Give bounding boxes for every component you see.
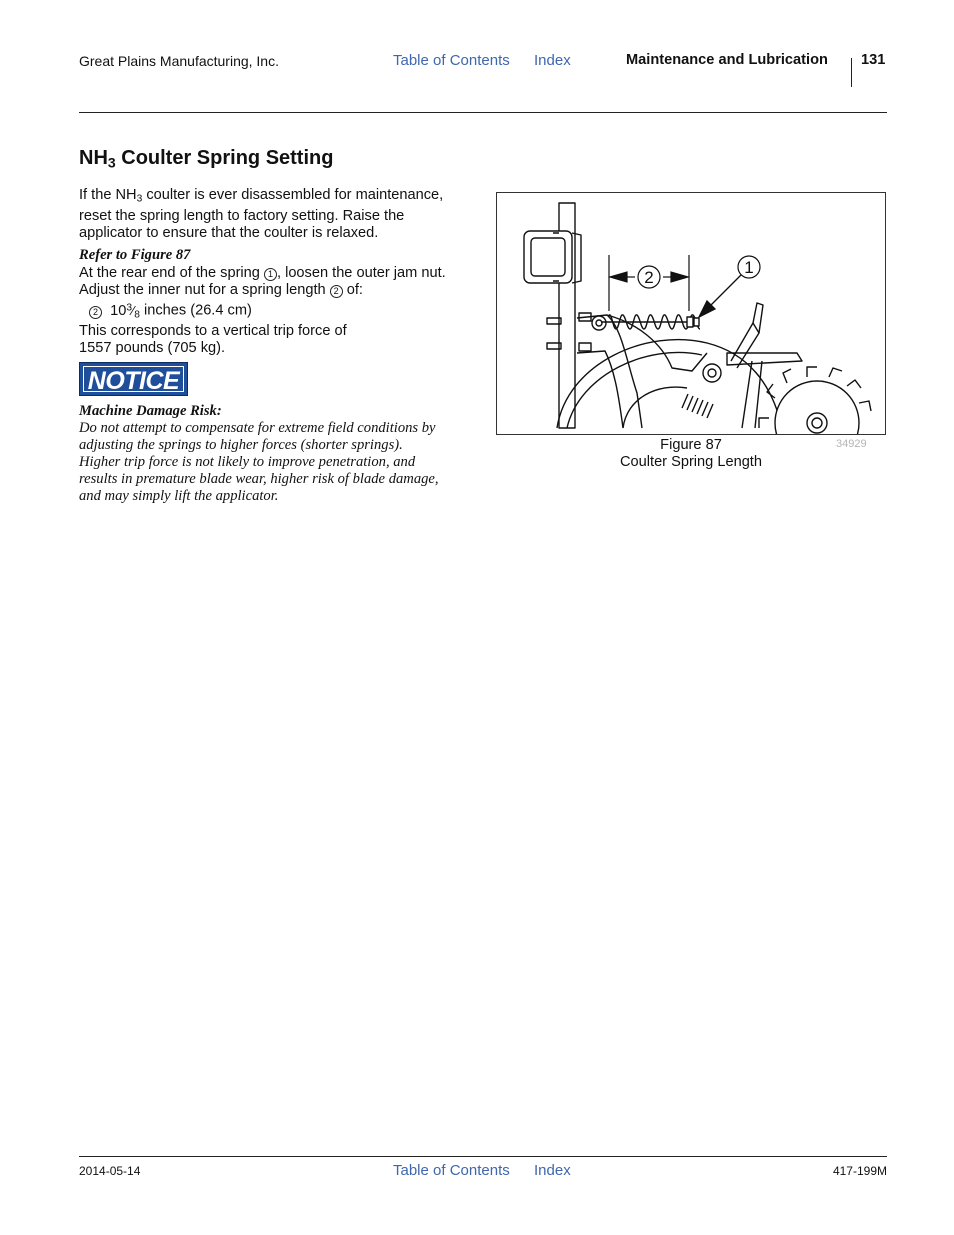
header-divider (851, 58, 852, 87)
intro-paragraph: If the $NH_3$ coulter is ever disassembled for maintenance, reset the spring length to factory setting. Raise the applicator to ensure that the coulter is relaxed. (79, 187, 444, 241)
header-toc-link[interactable]: Table of Contents (393, 52, 510, 69)
step-jam-nut: At the rear end of the spring 1 , loosen the outer jam nut. (79, 265, 446, 281)
figure-art-number: 34929 (836, 438, 867, 450)
figure-87-frame (496, 192, 886, 435)
footer-date: 2014-05-14 (79, 1164, 141, 1178)
header-rule (79, 112, 887, 113)
callout-1-inline: 1 (264, 268, 277, 281)
callout-2-inline: 2 (330, 285, 343, 298)
callout-2-label: 2 (644, 268, 654, 287)
step-inner-nut: Adjust the inner nut for a spring length 2 of: (79, 282, 363, 298)
header-section-title: Maintenance and Lubrication (626, 52, 828, 68)
header-index-link[interactable]: Index (534, 52, 571, 69)
footer-index-link[interactable]: Index (534, 1162, 571, 1179)
page-title: $NH_3$ Coulter Spring Setting (79, 147, 334, 171)
steps: At the rear end of the spring 1 , loosen the outer jam nut. Adjust the inner nut for a spring length 2 of: 2 $10^3⁄_8$ inches (26.4 cm) This corresponds to a vertical trip force of 1557 pounds (705 kg). (79, 265, 489, 357)
footer-doc-number: 417-199M (832, 1164, 887, 1178)
notice-text: Do not attempt to compensate for extreme field conditions by adjusting the springs to higher forces (shorter springs). Higher trip force is not likely to improve penetration, and results in premature blade wear, higher risk of blade damage, and may simply lift the applicator. (79, 420, 439, 504)
callout-1-label: 1 (744, 258, 754, 277)
footer-toc-link[interactable]: Table of Contents (393, 1162, 510, 1179)
figure-caption-title: Coulter Spring Length (620, 454, 762, 470)
header-company: Great Plains Manufacturing, Inc. (79, 53, 279, 69)
figure-reference: Refer to Figure 87 (79, 247, 191, 263)
coulter-spring-illustration (497, 193, 886, 435)
figure-caption-number: Figure 87 (660, 437, 722, 453)
notice-heading: Machine Damage Risk: (79, 403, 222, 419)
footer-rule (79, 1156, 887, 1157)
notice-badge: NOTICE (79, 362, 188, 396)
page-number: 131 (861, 52, 886, 68)
spring-length-spec: 2 $10^3⁄_8$ inches (26.4 cm) (79, 299, 489, 323)
